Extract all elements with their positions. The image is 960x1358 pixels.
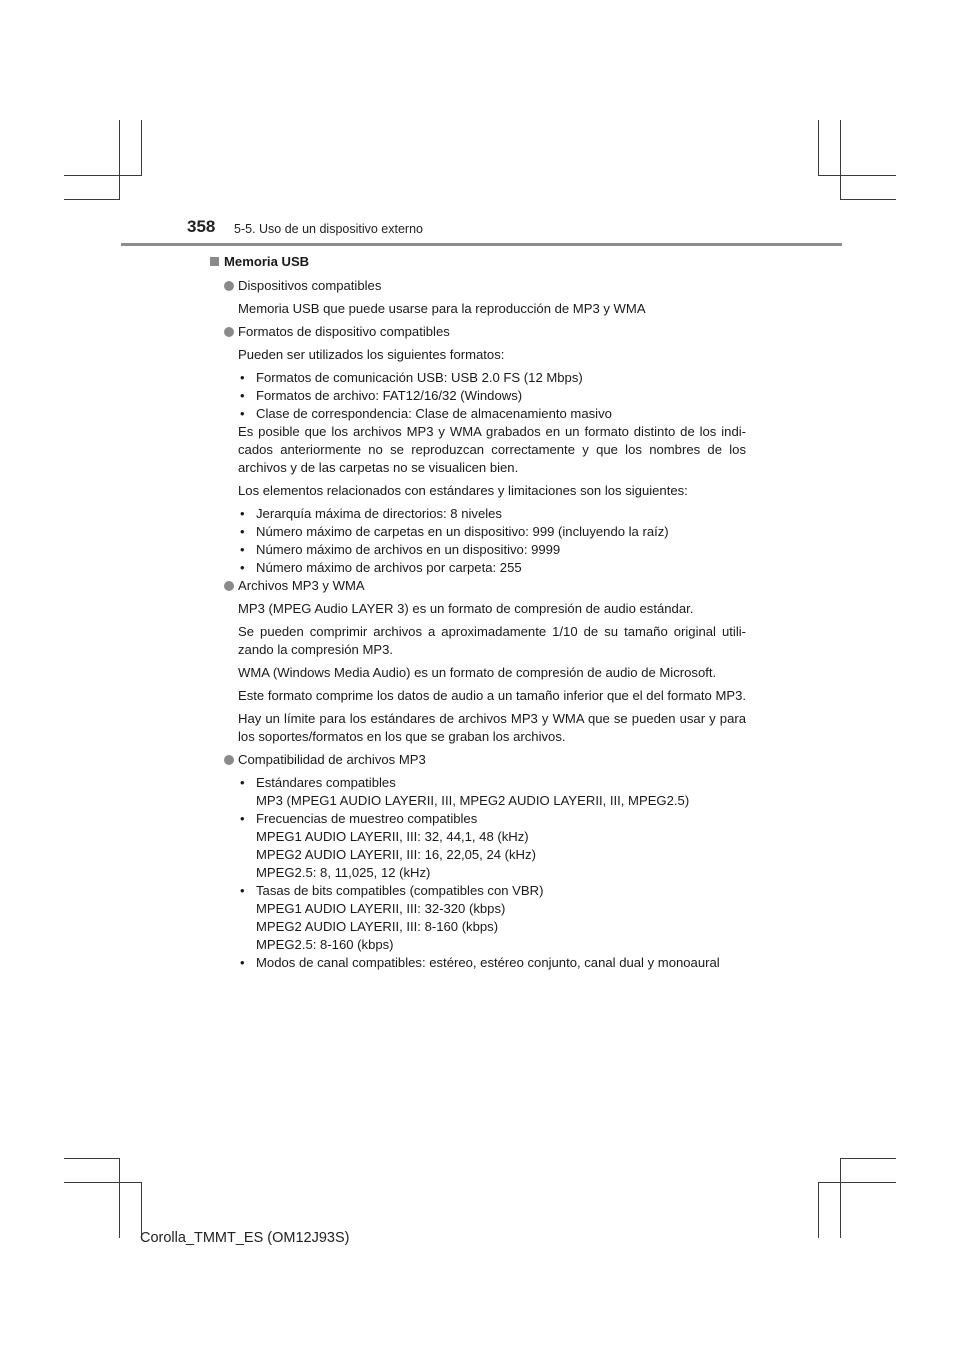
- mp3-compat-list: [210, 774, 746, 792]
- paragraph: Memoria USB que puede usarse para la reproducción de MP3 y WMA: [238, 301, 646, 316]
- heading-text: Memoria USB: [224, 254, 310, 269]
- section-title: 5-5. Uso de un dispositivo externo: [234, 222, 423, 236]
- section-heading: [210, 253, 746, 271]
- crop-mark: [64, 199, 120, 200]
- list-subvalue: MPEG2 AUDIO LAYERII, III: 8-160 (kbps): [256, 919, 499, 934]
- list-item: • Número máximo de archivos en un dispositivo: 9999: [240, 542, 561, 557]
- footer-doc-id: Corolla_TMMT_ES (OM12J93S): [140, 1230, 350, 1246]
- paragraph: Es posible que los archivos MP3 y WMA grabados en un formato distinto de los indi-cados anteriormente no se reproduzcan correctamente y que los nombres de los archivos y de las carpetas no se visualicen bien.: [238, 424, 746, 475]
- circle-bullet-icon: [224, 581, 234, 591]
- crop-mark: [818, 120, 819, 175]
- bullet-heading: [210, 323, 746, 341]
- paragraph: Este formato comprime los datos de audio a un tamaño inferior que el del formato MP3.: [238, 688, 747, 703]
- paragraph: Hay un límite para los estándares de archivos MP3 y WMA que se pueden usar y para los soportes/formatos en los que se graban los archivos.: [238, 711, 746, 744]
- format-list: [210, 369, 746, 423]
- bullet-heading: [210, 577, 746, 595]
- list-item: • Frecuencias de muestreo compatibles: [240, 811, 478, 826]
- crop-mark: [818, 1182, 819, 1238]
- circle-bullet-icon: [224, 327, 234, 337]
- list-subvalue: MPEG2.5: 8, 11,025, 12 (kHz): [256, 865, 431, 880]
- crop-mark: [141, 120, 142, 175]
- paragraph: Los elementos relacionados con estándares y limitaciones son los siguientes:: [238, 483, 688, 498]
- crop-mark: [64, 1182, 142, 1183]
- list-item: • Modos de canal compatibles: estéreo, estéreo conjunto, canal dual y monoaural: [240, 955, 720, 970]
- crop-mark: [64, 1158, 120, 1159]
- list-item: • Jerarquía máxima de directorios: 8 niveles: [240, 506, 502, 521]
- paragraph: Se pueden comprimir archivos a aproximadamente 1/10 de su tamaño original utili-zando la compresión MP3.: [238, 624, 746, 657]
- list-item: • Clase de correspondencia: Clase de almacenamiento masivo: [240, 406, 612, 421]
- bullet-heading: [210, 751, 746, 769]
- bullet-title: Formatos de dispositivo compatibles: [238, 324, 450, 339]
- header-rule: [121, 243, 842, 246]
- crop-mark: [818, 1182, 896, 1183]
- crop-mark: [64, 175, 142, 176]
- list-subvalue: MPEG2 AUDIO LAYERII, III: 16, 22,05, 24 (kHz): [256, 847, 536, 862]
- list-item: • Número máximo de carpetas en un dispositivo: 999 (incluyendo la raíz): [240, 524, 669, 539]
- crop-mark: [840, 120, 841, 200]
- crop-mark: [840, 1158, 841, 1238]
- list-subvalue: MPEG2.5: 8-160 (kbps): [256, 937, 394, 952]
- list-subvalue: MP3 (MPEG1 AUDIO LAYERII, III, MPEG2 AUDIO LAYERII, III, MPEG2.5): [256, 793, 690, 808]
- crop-mark: [119, 120, 120, 200]
- crop-mark: [818, 175, 896, 176]
- mp3-compat-list: [210, 882, 746, 900]
- list-item: • Estándares compatibles: [240, 775, 396, 790]
- list-item: • Formatos de comunicación USB: USB 2.0 FS (12 Mbps): [240, 370, 583, 385]
- paragraph: MP3 (MPEG Audio LAYER 3) es un formato de compresión de audio estándar.: [238, 601, 694, 616]
- page-number: 358: [187, 217, 216, 236]
- page-content: [210, 253, 746, 972]
- limits-list: [210, 505, 746, 577]
- bullet-title: Dispositivos compatibles: [238, 278, 382, 293]
- square-bullet-icon: [210, 257, 219, 266]
- mp3-compat-list: [210, 810, 746, 828]
- crop-mark: [840, 199, 896, 200]
- list-item: • Número máximo de archivos por carpeta: 255: [240, 560, 522, 575]
- list-item: • Tasas de bits compatibles (compatibles con VBR): [240, 883, 544, 898]
- paragraph: WMA (Windows Media Audio) es un formato de compresión de audio de Microsoft.: [238, 665, 717, 680]
- list-subvalue: MPEG1 AUDIO LAYERII, III: 32, 44,1, 48 (kHz): [256, 829, 529, 844]
- list-item: • Formatos de archivo: FAT12/16/32 (Windows): [240, 388, 523, 403]
- bullet-title: Archivos MP3 y WMA: [238, 578, 365, 593]
- list-subvalue: MPEG1 AUDIO LAYERII, III: 32-320 (kbps): [256, 901, 506, 916]
- circle-bullet-icon: [224, 755, 234, 765]
- paragraph: Pueden ser utilizados los siguientes formatos:: [238, 347, 505, 362]
- circle-bullet-icon: [224, 281, 234, 291]
- bullet-heading: [210, 277, 746, 295]
- crop-mark: [840, 1158, 896, 1159]
- mp3-compat-list: [210, 954, 746, 972]
- crop-mark: [119, 1158, 120, 1238]
- bullet-title: Compatibilidad de archivos MP3: [238, 752, 426, 767]
